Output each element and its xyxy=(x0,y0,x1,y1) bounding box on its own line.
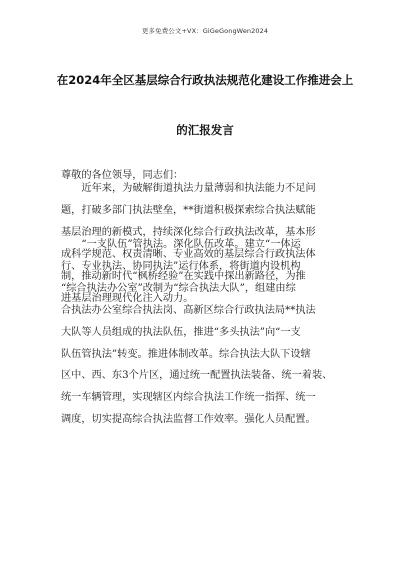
paragraph-1-line: 题，打破多部门执法壁垒，**街道积极探索综合执法赋能 xyxy=(61,204,316,216)
paragraph-2-line: 区中、西、东3个片区，通过统一配置执法装备、统一着装、 xyxy=(61,370,333,382)
paragraph-1-line: 成科学规范、权责清晰、专业高效的基层综合行政执法体 xyxy=(61,248,316,260)
paragraph-1-line: 近年来，为破解街道执法力量薄弱和执法能力不足问 xyxy=(81,183,316,194)
paragraph-2-line: 队伍管执法”转变。推进体制改革。综合执法大队下设辖 xyxy=(61,348,311,360)
paragraph-2-line: 行、专业执法、协同执法”运行体系，将街道内设机构 xyxy=(61,260,301,272)
paragraph-2-line: “一支队伍”管执法。深化队伍改革。建立“一体运 xyxy=(81,239,301,250)
document-title-line-2: 的汇报发言 xyxy=(176,123,234,137)
paragraph-2-line: “综合执法办公室”改制为“综合执法大队”，组建由综 xyxy=(61,282,296,294)
paragraph-2-line: 合执法办公室综合执法岗、高新区综合行政执法局**执法 xyxy=(61,304,316,316)
paragraph-2-line: 统一车辆管理，实现辖区内综合执法工作统一指挥、统一 xyxy=(61,392,316,404)
paragraph-1-line: 制，推动新时代“枫桥经验”在实践中探出新路径，为推 xyxy=(61,270,306,282)
document-title-line-1: 在2024年全区基层综合行政执法规范化建设工作推进会上 xyxy=(56,73,354,87)
header-promo-text: 更多免费公文+VX：GiGeGongWen2024 xyxy=(141,27,269,35)
paragraph-2-line: 大队等人员组成的执法队伍，推进“多头执法”向“一支 xyxy=(61,326,301,338)
paragraph-2 xyxy=(61,234,357,431)
paragraph-2-line: 调度，切实提高综合执法监督工作效率。强化人员配置。 xyxy=(61,414,316,426)
paragraph-1-line: 基层治理的新模式，持续深化综合行政执法改革，基本形 xyxy=(61,226,316,238)
greeting: 尊敬的各位领导，同志们： xyxy=(61,170,184,181)
paragraph-1-line: 进基层治理现代化注入动力。 xyxy=(61,292,194,304)
